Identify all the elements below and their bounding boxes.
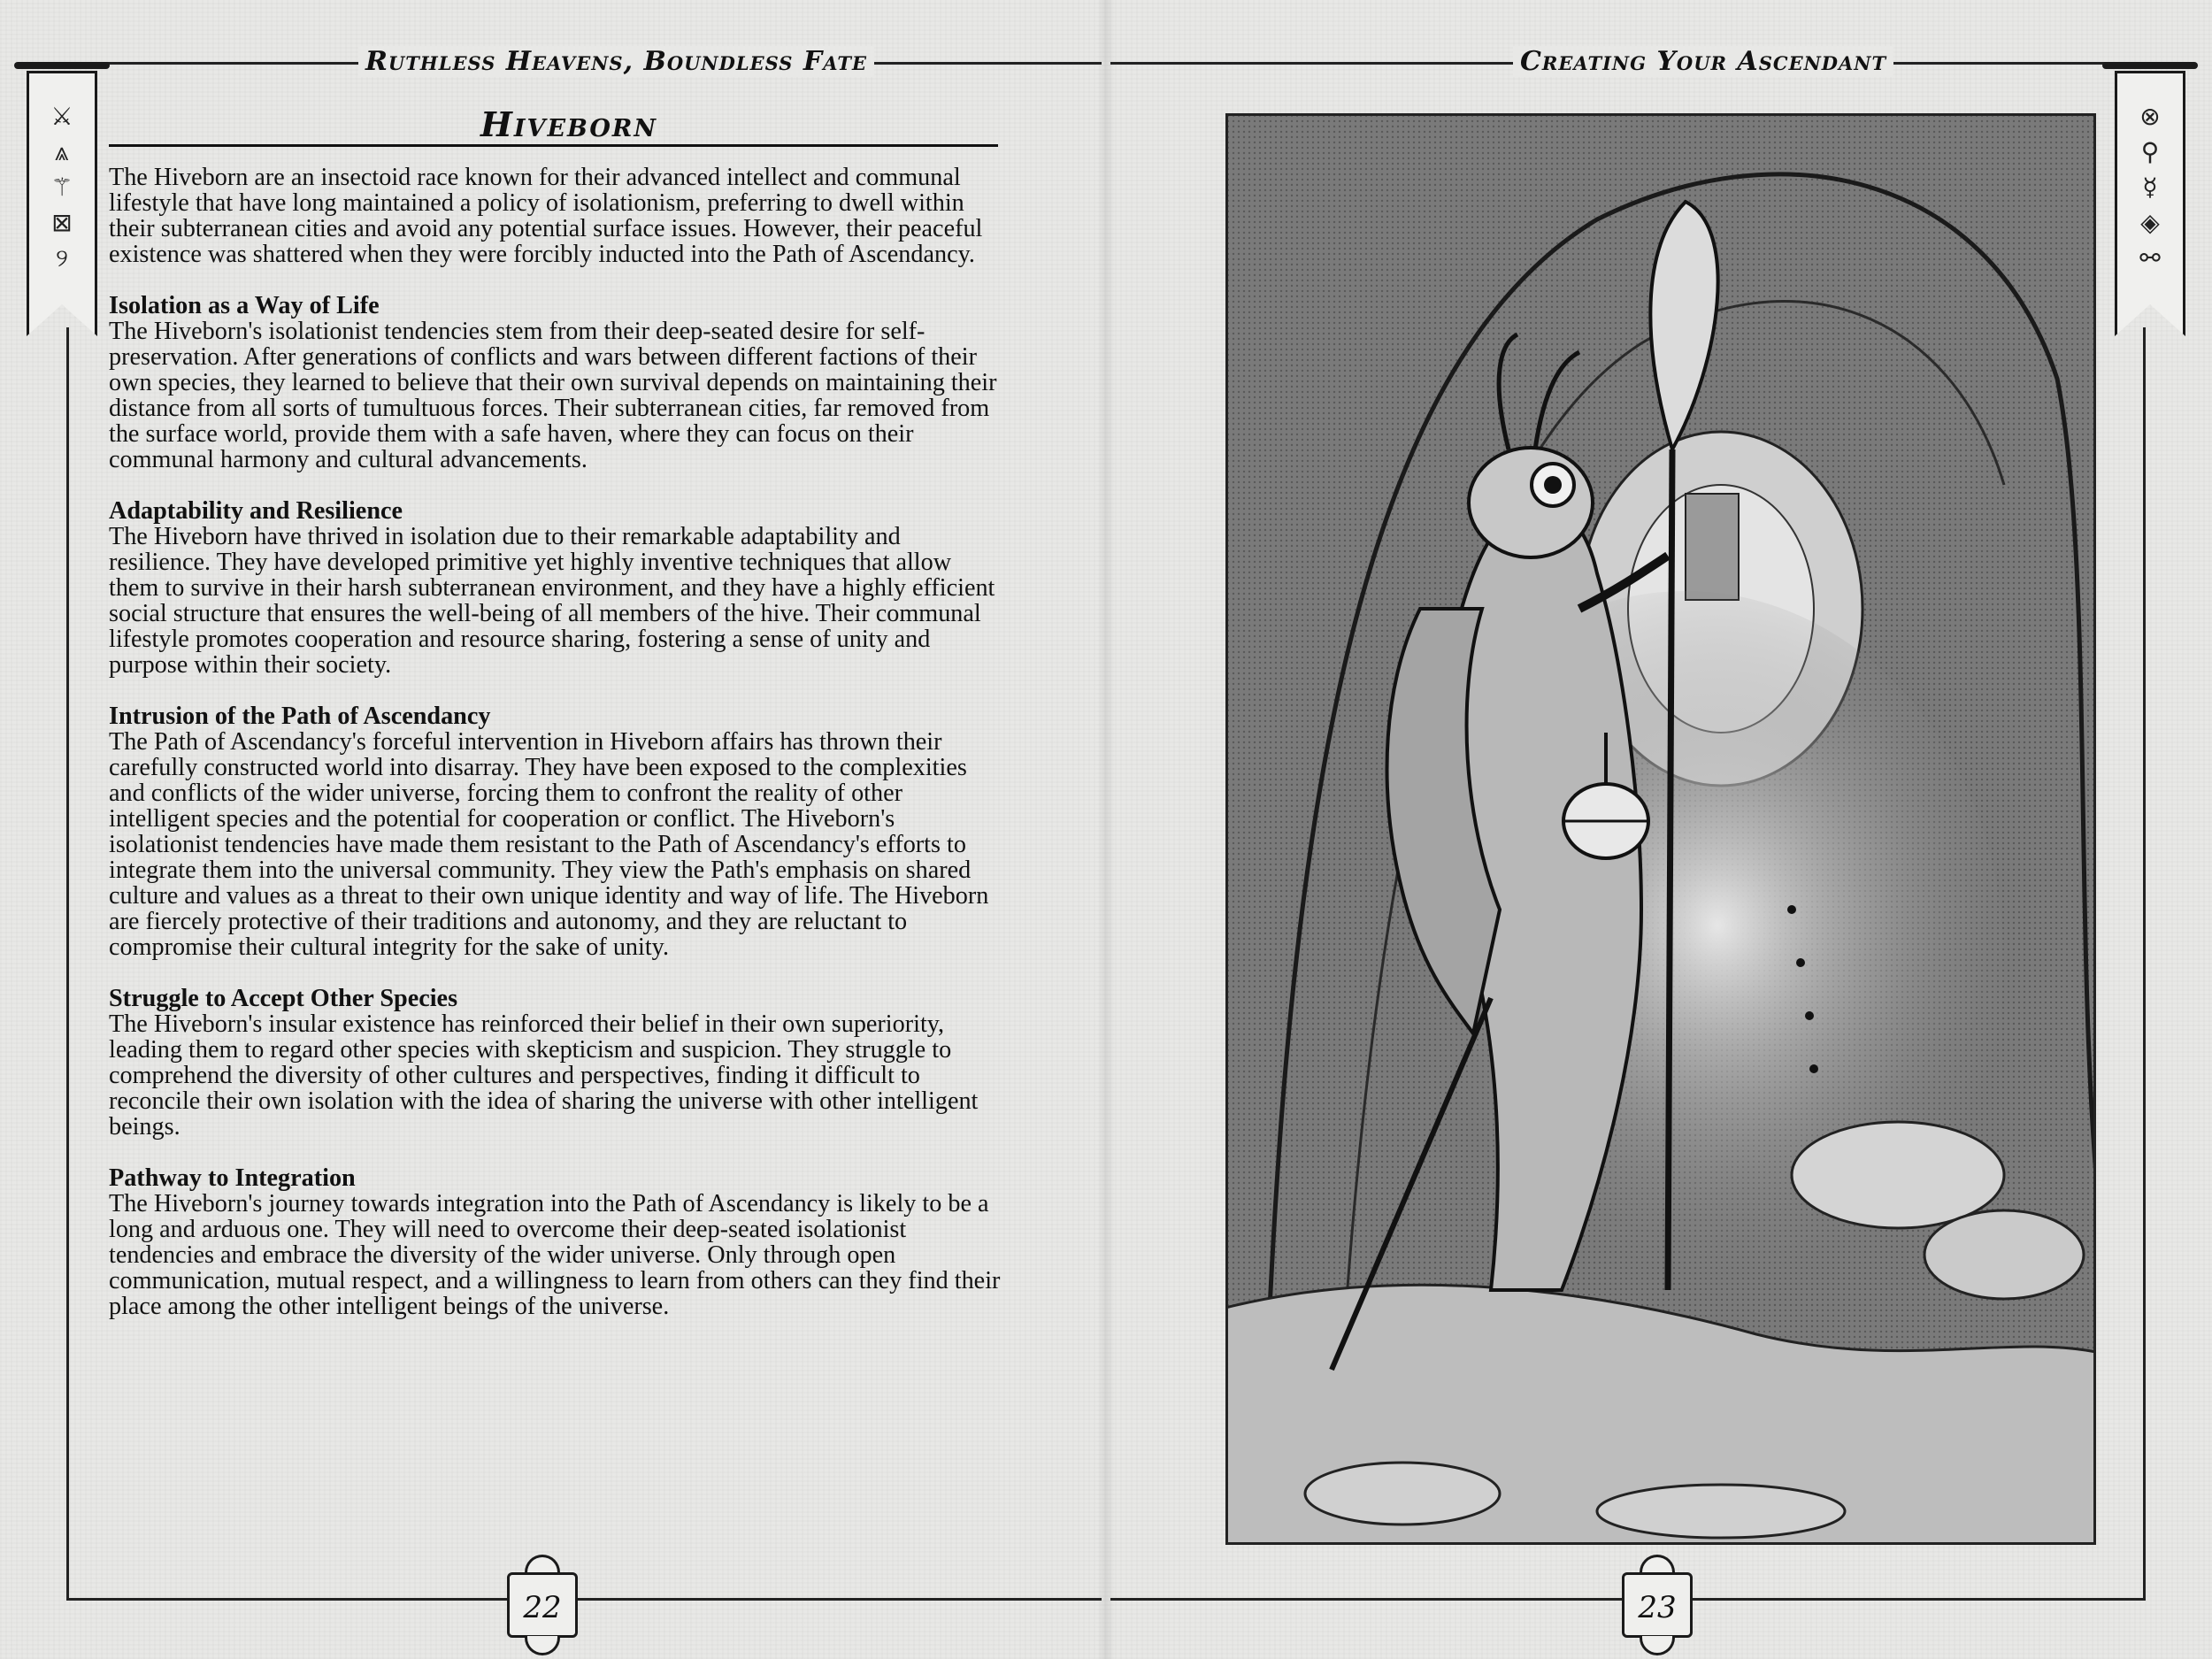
section-paragraph: The Hiveborn's journey towards integration into the Path of Ascendancy is likely to be a long and arduous one. They will need to overcome their deep-seated isolationist tendencies and embrace the diversity of the wider universe. Only through open communication, mutual respect, and a willingness to learn from others can they find their place among the other intelligent beings of the universe. [109, 1190, 1001, 1320]
banner-rod [2102, 62, 2198, 69]
emblem-crown [525, 1555, 560, 1574]
figure-head [1469, 448, 1593, 557]
banner-rod [14, 62, 110, 69]
left-banner [27, 53, 97, 336]
hiveborn-illustration [1225, 113, 2096, 1545]
boulder [1924, 1210, 2084, 1299]
rune-glyph: ☿ [2142, 173, 2158, 202]
section-heading: Adaptability and Resilience [109, 497, 403, 525]
emblem-crown [1640, 1555, 1675, 1574]
boulder [1792, 1122, 2004, 1228]
right-running-title: Creating Your Ascendant [1513, 46, 1893, 77]
eye-pupil [1544, 476, 1562, 494]
rune-glyph: ⚚ [50, 173, 73, 202]
section-paragraph: The Hiveborn's isolationist tendencies stem from their deep-seated desire for self-preservation. After generations of conflicts and wars between different factions of their own species, they learned to believe that their own survival depends on maintaining their distance from all sorts of tumultuous forces. Their subterranean cities, far removed from the surface world, provide them with a safe haven, where they can focus on their communal harmony and cultural advancements. [109, 318, 997, 473]
footprint [1796, 958, 1805, 967]
staff-pole [1668, 449, 1672, 1290]
footprint [1787, 905, 1796, 914]
boulder [1305, 1463, 1500, 1525]
article-body [109, 165, 1002, 1345]
left-page-number-emblem [500, 1553, 585, 1657]
illustration-svg [1225, 113, 2096, 1545]
emblem-tail [1640, 1636, 1675, 1655]
left-running-title: Ruthless Heavens, Boundless Fate [358, 46, 874, 77]
footprint [1809, 1064, 1818, 1073]
section-heading: Pathway to Integration [109, 1164, 356, 1192]
section-heading: Struggle to Accept Other Species [109, 985, 458, 1012]
section-paragraph: The Hiveborn's insular existence has reinforced their belief in their own superiority, leading them to regard other species with skepticism and suspicion. They struggle to comprehend the diversity of other cultures and perspectives, finding it difficult to reconcile their own isolation with the idea of sharing the universe with other intelligent beings. [109, 1010, 979, 1141]
rune-glyph: ◈ [2140, 208, 2160, 237]
footprint [1805, 1011, 1814, 1020]
left-frame-line [66, 327, 69, 1600]
section-paragraph: The Hiveborn have thrived in isolation due to their remarkable adaptability and resilience. They have developed primitive yet highly inventive techniques that allow them to survive in their harsh subterranean environment, and they have a highly efficient social structure that ensures the well-being of all members of the hive. Their communal lifestyle promotes cooperation and resource sharing, fostering a sense of unity and purpose within their society. [109, 523, 995, 679]
section-paragraph: The Path of Ascendancy's forceful intervention in Hiveborn affairs has thrown their carefully constructed world into disarray. They have been exposed to the complexities and conflicts of the wider universe, forcing them to confront the reality of other intelligent species and the potential for cooperation or conflict. The Hiveborn's isolationist tendencies have made them resistant to the Path of Ascendancy's efforts to integrate them into the universal community. They view the Path's emphasis on shared culture and values as a threat to their own unique identity and way of life. The Hiveborn are fiercely protective of their traditions and autonomy, and they are reluctant to compromise their cultural integrity for the sake of unity. [109, 728, 989, 961]
right-frame-line [2143, 327, 2146, 1600]
right-page-number-emblem [1615, 1553, 1700, 1657]
rune-glyph: ⊗ [2139, 102, 2161, 131]
section-heading: Intrusion of the Path of Ascendancy [109, 703, 491, 730]
page-title: Hiveborn [480, 104, 658, 144]
distant-structure [1686, 494, 1739, 600]
emblem-tail [525, 1636, 560, 1655]
intro-paragraph: The Hiveborn are an insectoid race known for their advanced intellect and communal lifestyle that have long maintained a policy of isolationism, preferring to dwell within their subterranean cities and avoid any potential surface issues. However, their peaceful existence was shattered when they were forcibly inducted into the Path of Ascendancy. [109, 164, 983, 268]
gutter-shadow [1097, 0, 1115, 1659]
rune-glyph: ⊠ [51, 208, 73, 237]
boulder [1597, 1485, 1845, 1538]
rune-glyph: ୨ [56, 243, 68, 273]
page-number: 22 [523, 1590, 562, 1625]
rune-glyph: ⚯ [2139, 243, 2161, 273]
page-number: 23 [1638, 1590, 1677, 1625]
section-heading: Isolation as a Way of Life [109, 292, 380, 319]
rune-glyph: ⩓ [55, 137, 69, 166]
rune-glyph: ⚲ [2140, 137, 2160, 166]
rune-glyph: ⚔ [50, 102, 73, 131]
title-underline [109, 144, 998, 147]
right-banner [2115, 53, 2185, 336]
